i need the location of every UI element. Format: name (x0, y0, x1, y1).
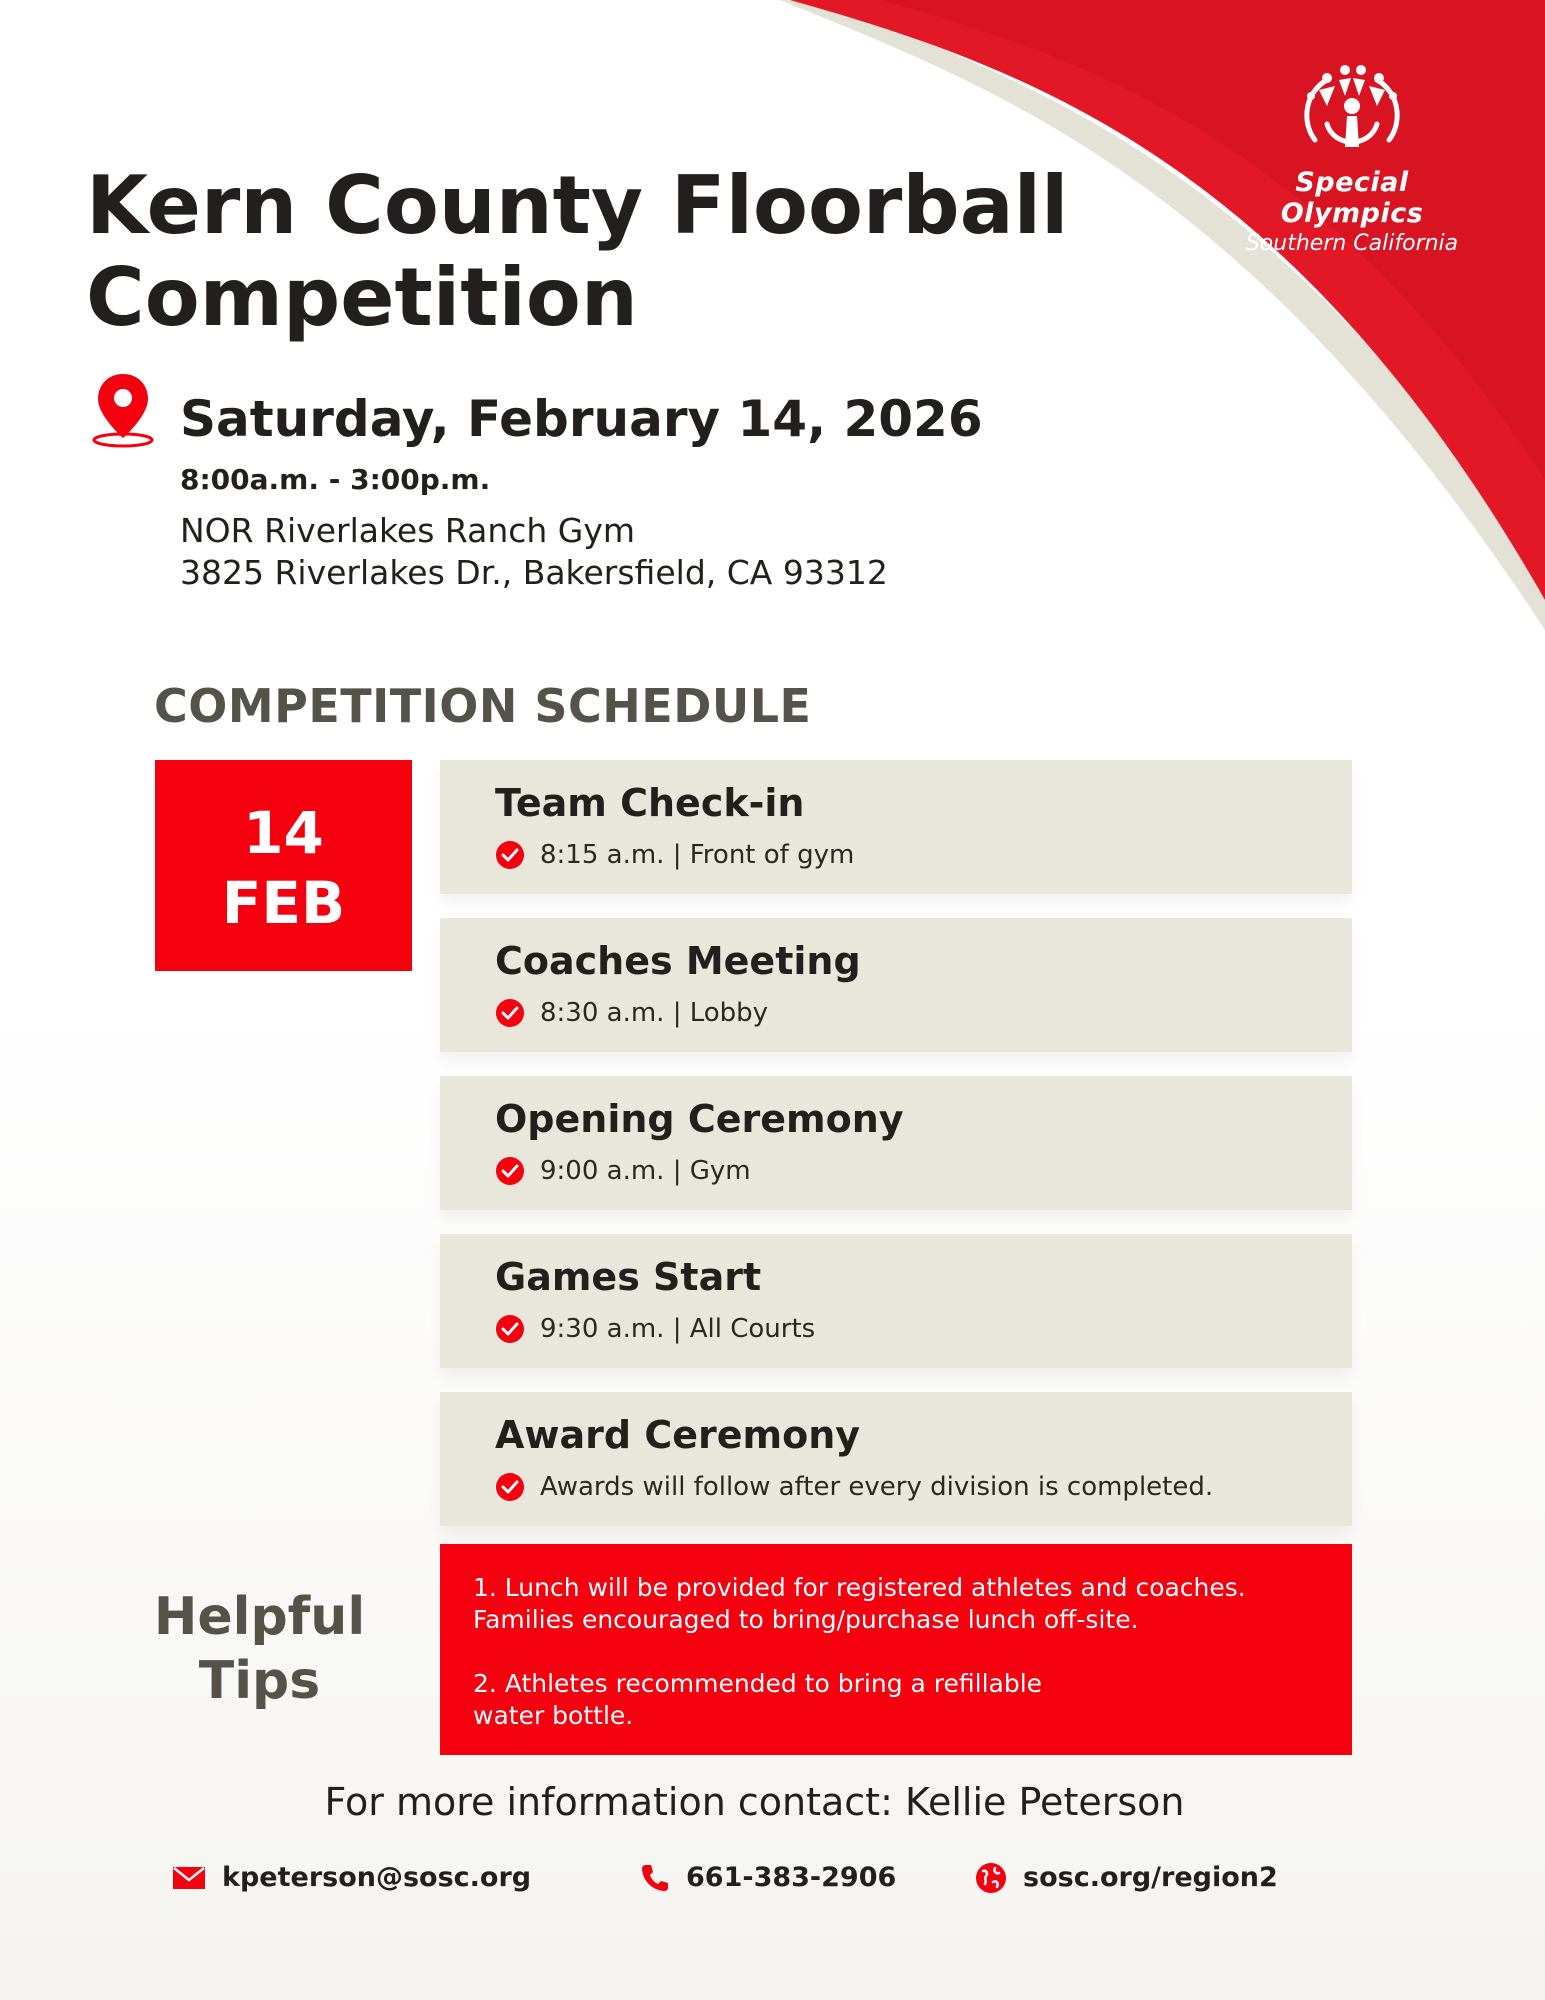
schedule-item (440, 760, 1352, 894)
tips-box (440, 1544, 1352, 1755)
schedule-item-detail: 8:15 a.m. | Front of gym (540, 840, 855, 870)
check-circle-icon (495, 998, 525, 1028)
title-line-1: Kern County Floorball (86, 159, 1069, 252)
schedule-item (440, 1234, 1352, 1368)
schedule-list (440, 760, 1352, 1550)
schedule-item-title: Award Ceremony (495, 1413, 861, 1457)
check-circle-icon (495, 1314, 525, 1344)
tips-heading-line-2: Tips (198, 1651, 321, 1711)
logo-text-special: Special (1295, 167, 1409, 198)
event-time: 8:00a.m. - 3:00p.m. (180, 463, 491, 496)
date-day: 14 (243, 799, 324, 867)
schedule-item-title: Games Start (495, 1255, 762, 1299)
date-badge (155, 760, 412, 971)
check-circle-icon (495, 1472, 525, 1502)
event-date: Saturday, February 14, 2026 (180, 390, 983, 448)
tip-2-line-2: water bottle. (473, 1701, 634, 1730)
logo-text-region: Southern California (1245, 231, 1459, 256)
schedule-item-detail: 9:00 a.m. | Gym (540, 1156, 751, 1186)
event-venue: NOR Riverlakes Ranch Gym (180, 511, 636, 550)
tip-2-line-1: 2. Athletes recommended to bring a refillable (473, 1669, 1043, 1698)
contact-website[interactable] (975, 1860, 1278, 1896)
schedule-item (440, 1392, 1352, 1526)
special-olympics-emblem-icon (1297, 62, 1407, 167)
contact-website-text[interactable]: sosc.org/region2 (1023, 1862, 1278, 1893)
schedule-heading: COMPETITION SCHEDULE (154, 679, 812, 733)
contact-email-text[interactable]: kpeterson@sosc.org (222, 1862, 532, 1893)
logo-text-olympics: Olympics (1280, 198, 1424, 229)
email-icon (172, 1866, 206, 1890)
contact-phone[interactable] (640, 1860, 896, 1896)
schedule-item-detail: 9:30 a.m. | All Courts (540, 1314, 816, 1344)
schedule-item-title: Opening Ceremony (495, 1097, 904, 1141)
special-olympics-logo (1232, 62, 1472, 259)
map-pin-icon (90, 370, 156, 452)
tips-heading-line-1: Helpful (153, 1587, 366, 1647)
event-address: 3825 Riverlakes Dr., Bakersfield, CA 93312 (180, 553, 888, 592)
schedule-item-title: Coaches Meeting (495, 939, 861, 983)
check-circle-icon (495, 1156, 525, 1186)
schedule-item-title: Team Check-in (495, 781, 805, 825)
check-circle-icon (495, 840, 525, 870)
date-month: FEB (221, 869, 346, 937)
contact-phone-text[interactable]: 661-383-2906 (686, 1862, 897, 1893)
schedule-item (440, 1076, 1352, 1210)
page-title (86, 160, 1086, 344)
tip-1-line-1: 1. Lunch will be provided for registered athletes and coaches. (473, 1573, 1246, 1602)
contact-line: For more information contact: Kellie Peterson (324, 1780, 1185, 1824)
globe-icon (975, 1862, 1007, 1894)
phone-icon (640, 1863, 670, 1893)
schedule-item (440, 918, 1352, 1052)
tips-heading (152, 1585, 367, 1713)
schedule-item-detail: 8:30 a.m. | Lobby (540, 998, 769, 1028)
contact-email[interactable] (172, 1860, 531, 1896)
schedule-item-detail: Awards will follow after every division is completed. (540, 1472, 1214, 1502)
title-line-2: Competition (86, 251, 638, 344)
tip-1-line-2: Families encouraged to bring/purchase lunch off-site. (473, 1605, 1139, 1634)
